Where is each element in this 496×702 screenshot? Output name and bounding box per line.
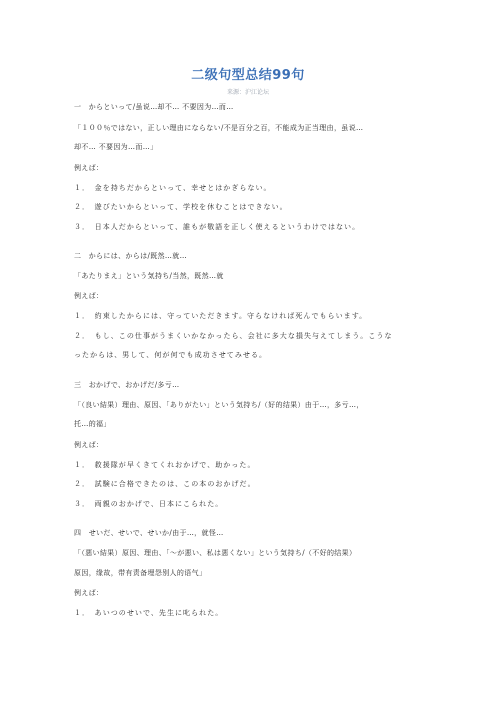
example-line: １． 約束したからには、守っていただきます。守らなければ死んでもらいます。 bbox=[74, 312, 368, 320]
meaning-line: 却不… 不要因为…而…」 bbox=[74, 143, 158, 151]
document-title: 二级句型总结99句 bbox=[191, 68, 305, 83]
example-line: ２． 遊びたいからといって、学校を休むことはできない。 bbox=[74, 203, 288, 211]
document-source: 来源：沪江论坛 bbox=[226, 89, 269, 96]
meaning-line: 「（悪い結果）原因、理由、「～が悪い、私は悪くない」という気持ち/（不好的结果） bbox=[74, 549, 357, 557]
meaning-line: 「１００％ではない，正しい理由にならない/不是百分之百，不能成为正当理由，虽说… bbox=[74, 124, 364, 132]
meaning-line: 原因，缘故，带有责备埋怨别人的语气」 bbox=[74, 569, 207, 577]
example-line: １． 救援隊が早くきてくれおかげで、助かった。 bbox=[74, 461, 256, 469]
section-heading: 四 せいだ、せいで、せいか/由于…，就怪… bbox=[74, 529, 224, 537]
examples-label: 例えば： bbox=[74, 292, 104, 300]
example-line: ったからは、男して、何が何でも成功させてみせる。 bbox=[74, 351, 268, 359]
example-line: ２． 試験に合格できたのは、この本のおかげだ。 bbox=[74, 480, 256, 488]
examples-label: 例えば： bbox=[74, 164, 104, 172]
example-line: ２． もし、この仕事がうまくいかなかったら、会社に多大な損失与えてしまう。こうな bbox=[74, 332, 393, 340]
meaning-line: 「あたりまえ」という気持ち/当然，既然…就 bbox=[74, 272, 224, 280]
example-line: ３． 両親のおかげで、日本にこられた。 bbox=[74, 500, 224, 508]
examples-label: 例えば： bbox=[74, 441, 104, 449]
section-heading: 二 からには、からは/既然…就… bbox=[74, 252, 187, 260]
example-line: ３． 日本人だからといって、誰もが敬語を正しく使えるというわけではない。 bbox=[74, 223, 361, 231]
section-heading: 一 からといって/虽说…却不… 不要因为…而… bbox=[74, 103, 234, 111]
examples-label: 例えば： bbox=[74, 589, 104, 597]
meaning-line: 「（良い結果）理由、原因、「ありがたい」という気持ち/（好的结果）由于…，多亏…， bbox=[74, 401, 364, 409]
meaning-line: 托…的福」 bbox=[74, 420, 111, 428]
example-line: １． 金を持ちだからといって、幸せとはかぎらない。 bbox=[74, 184, 272, 192]
example-line: １． あいつのせいで、先生に叱られた。 bbox=[74, 609, 224, 617]
section-heading: 三 おかげで、おかげだ/多亏… bbox=[74, 381, 180, 389]
